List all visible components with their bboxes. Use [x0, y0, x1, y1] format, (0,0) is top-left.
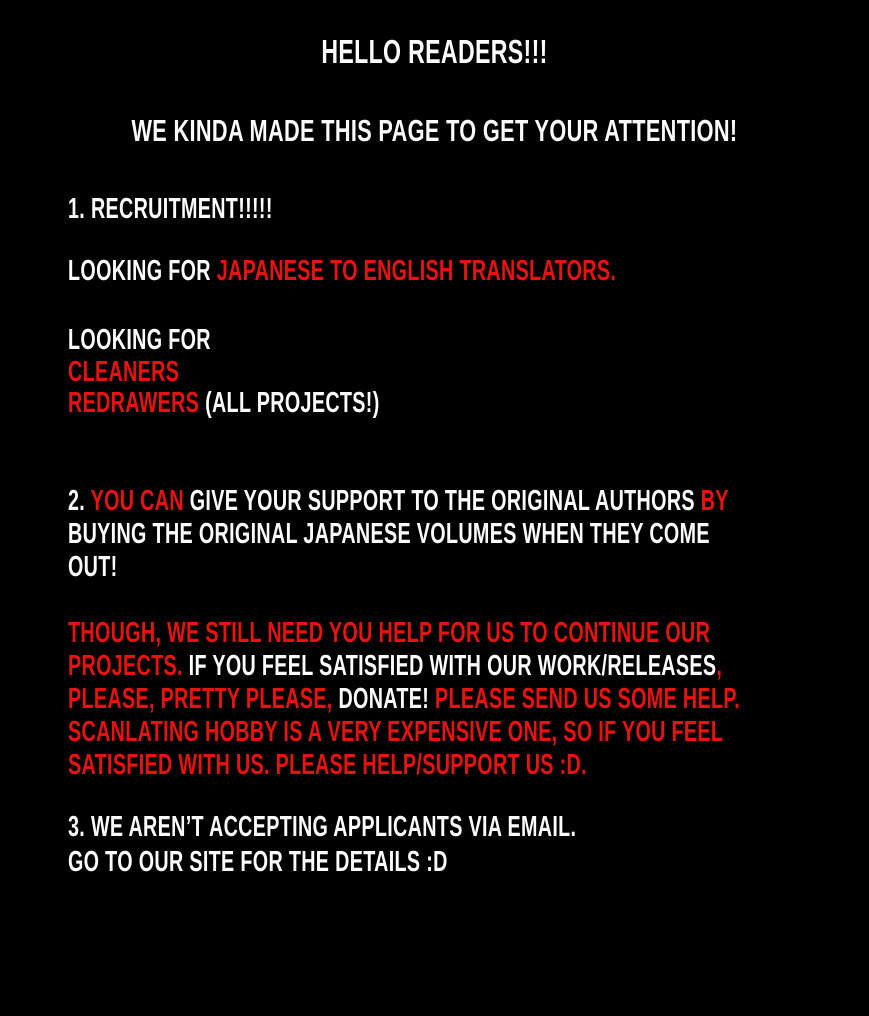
support-line-2: BUYING THE ORIGINAL JAPANESE VOLUMES WHEN THEY COME	[68, 518, 710, 550]
staff-redrawers-line	[68, 388, 380, 420]
support-by: BY	[700, 485, 729, 517]
page-subtitle: WE KINDA MADE THIS PAGE TO GET YOUR ATTENTION!	[131, 113, 738, 148]
donate-l2-projects: PROJECTS.	[68, 650, 189, 682]
recruitment-heading-block	[68, 193, 369, 226]
applicants-block	[68, 810, 816, 880]
donate-l3-donate: DONATE!	[338, 683, 436, 715]
support-block	[68, 485, 869, 584]
staff-cleaners: CLEANERS	[68, 355, 180, 388]
donate-line-2	[68, 650, 740, 683]
applicants-line-2: GO TO OUR SITE FOR THE DETAILS :D	[68, 846, 448, 878]
donate-l2-comma: ,	[716, 650, 723, 682]
staff-looking-for: LOOKING FOR	[68, 324, 211, 356]
donate-line-1: THOUGH, WE STILL NEED YOU HELP FOR US TO CONTINUE OUR	[68, 617, 711, 649]
page-title: HELLO READERS!!!	[321, 33, 548, 70]
title-block	[0, 35, 869, 68]
donate-block	[68, 617, 869, 782]
donate-l3-send-help: PLEASE SEND US SOME HELP.	[435, 683, 741, 715]
staff-redrawers-note: (ALL PROJECTS!)	[199, 387, 380, 419]
support-line-3: OUT!	[68, 551, 118, 583]
donate-l3-please: PLEASE, PRETTY PLEASE,	[68, 683, 339, 715]
translators-role: JAPANESE TO ENGLISH TRANSLATORS.	[216, 255, 617, 287]
donate-line-3	[68, 683, 740, 716]
staff-redrawers: REDRAWERS	[68, 387, 200, 419]
translators-line	[68, 255, 616, 288]
donate-line-5: SATISFIED WITH US. PLEASE HELP/SUPPORT US :D.	[68, 749, 587, 781]
donate-l2-satisfied: IF YOU FEEL SATISFIED WITH OUR WORK/RELEASES	[188, 650, 717, 682]
staff-block	[68, 325, 526, 420]
subtitle-block	[0, 115, 869, 146]
support-mid: GIVE YOUR SUPPORT TO THE ORIGINAL AUTHORS	[183, 485, 701, 517]
translators-prefix: LOOKING FOR	[68, 255, 217, 287]
recruitment-heading: 1. RECRUITMENT!!!!!	[68, 193, 273, 225]
support-line-1	[68, 485, 729, 518]
translators-line-block	[68, 255, 869, 288]
donate-line-4: SCANLATING HOBBY IS A VERY EXPENSIVE ONE, SO IF YOU FEEL	[68, 716, 724, 748]
applicants-line-1: 3. WE AREN’T ACCEPTING APPLICANTS VIA EMAIL.	[68, 811, 577, 843]
support-num: 2.	[68, 485, 91, 517]
support-you-can: YOU CAN	[90, 485, 184, 517]
